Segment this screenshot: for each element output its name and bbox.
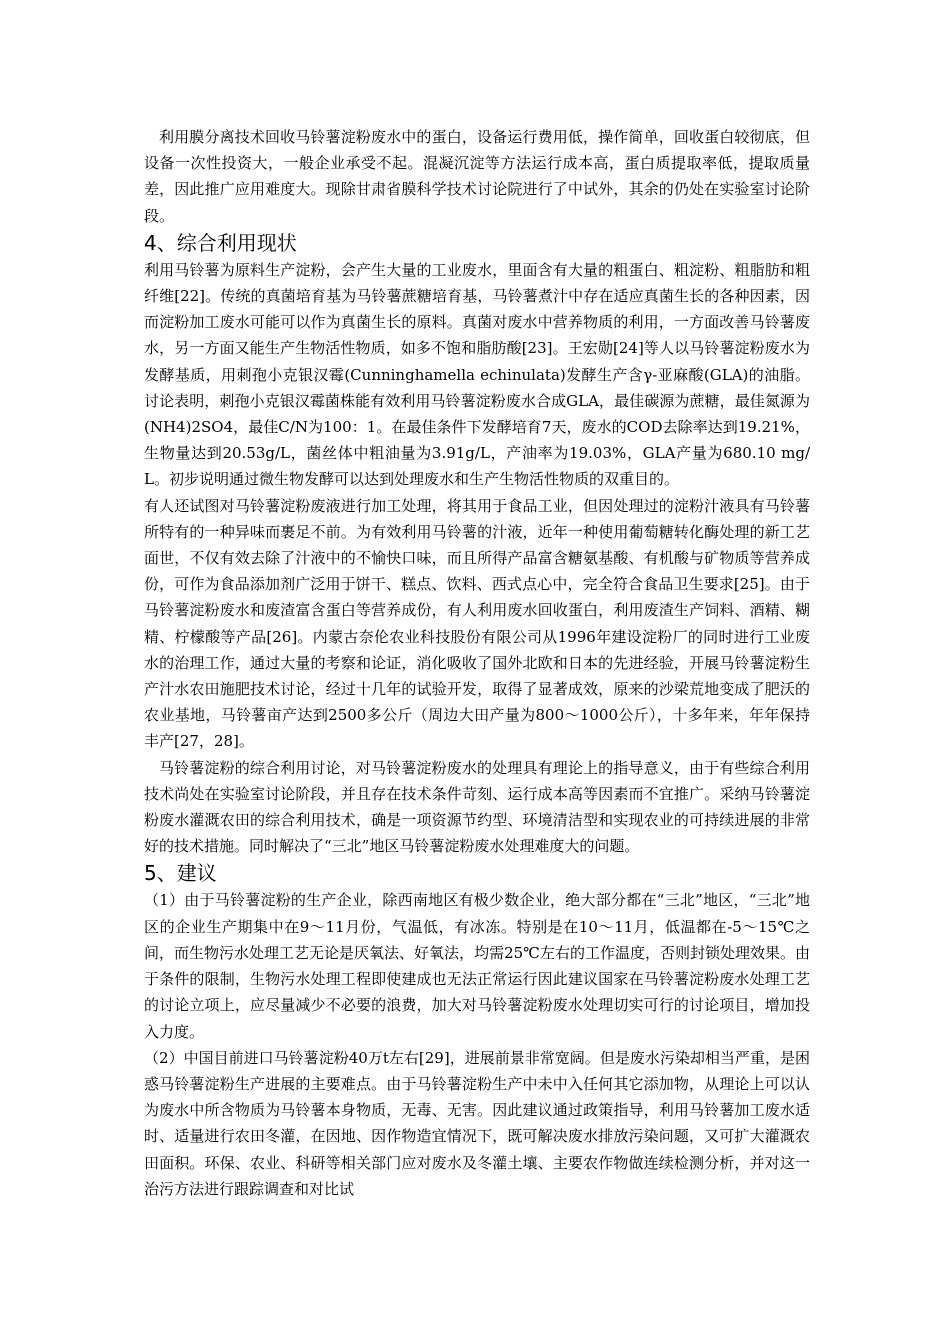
section-4-heading: 4、综合利用现状: [144, 230, 297, 255]
section-4-paragraph-3: 马铃薯淀粉的综合利用讨论，对马铃薯淀粉废水的处理具有理论上的指导意义，由于有些综合利用技术尚处在实验室讨论阶段，并且存在技术条件苛刻、运行成本高等因素而不宜推广。采纳马铃薯淀粉废水灌溉农田的综合利用技术，确是一项资源节约型、环境清洁型和实现农业的可持续进展的非常好的技术措施。同时解决了“三北”地区马铃薯淀粉废水处理难度大的问题。: [144, 758, 810, 856]
section-4-paragraph-1: 利用马铃薯为原料生产淀粉，会产生大量的工业废水，里面含有大量的粗蛋白、粗淀粉、粗脂肪和粗纤维[22]。传统的真菌培育基为马铃薯蔗糖培育基，马铃薯煮汁中存在适应真菌生长的各种因素，因而淀粉加工废水可能可以作为真菌生长的原料。真菌对废水中营养物质的利用，一方面改善马铃薯废水，另一方面又能生产生物活性物质，如多不饱和脂肪酸[23]。王宏勋[24]等人以马铃薯淀粉废水为发酵基质，用刺孢小克银汉霉(Cunninghamella echinulata)发酵生产含γ-亚麻酸(GLA)的油脂。讨论表明，刺孢小克银汉霉菌株能有效利用马铃薯淀粉废水合成GLA，最佳碳源为蔗糖，最佳氮源为(NH4)2SO4，最佳C/N为100：1。在最佳条件下发酵培育7天，废水的COD去除率达到19.21%，生物量达到20.53g/L，菌丝体中粗油量为3.91g/L，产油率为19.03%，GLA产量为680.10 mg/L。初步说明通过微生物发酵可以达到处理废水和生产生物活性物质的双重目的。: [144, 260, 810, 489]
section-5-paragraph-1: （1）由于马铃薯淀粉的生产企业，除西南地区有极少数企业，绝大部分都在“三北”地区，“三北”地区的企业生产期集中在9～11月份，气温低，有冰冻。特别是在10～11月，低温都在-5～15℃之间，而生物污水处理工艺无论是厌氧法、好氧法，均需25℃左右的工作温度，否则封锁处理效果。由于条件的限制，生物污水处理工程即使建成也无法正常运行因此建议国家在马铃薯淀粉废水处理工艺的讨论立项上，应尽量减少不必要的浪费，加大对马铃薯淀粉废水处理切实可行的讨论项目，增加投入力度。: [144, 891, 810, 1041]
intro-paragraph: 利用膜分离技术回收马铃薯淀粉废水中的蛋白，设备运行费用低，操作简单，回收蛋白较彻底，但设备一次性投资大，一般企业承受不起。混凝沉淀等方法运行成本高，蛋白质提取率低，提取质量差，因此推广应用难度大。现除甘肃省膜科学技术讨论院进行了中试外，其余的仍处在实验室讨论阶段。: [144, 128, 810, 225]
section-5-paragraph-2: （2）中国目前进口马铃薯淀粉40万t左右[29]，进展前景非常宽阔。但是废水污染却相当严重，是困惑马铃薯淀粉生产进展的主要难点。由于马铃薯淀粉生产中未中入任何其它添加物，从理论上可以认为废水中所含物质为马铃薯本身物质，无毒、无害。因此建议通过政策指导，利用马铃薯加工废水适时、适量进行农田冬灌，在因地、因作物造宜情况下，既可解决废水排放污染问题，又可扩大灌溉农田面积。环保、农业、科研等相关部门应对废水及冬灌土壤、主要农作物做连续检测分析，并对这一治污方法进行跟踪调查和对比试: [144, 1048, 810, 1198]
section-5-heading: 5、建议: [144, 861, 217, 886]
document-page: [144, 124, 810, 1202]
section-4-paragraph-2: 有人还试图对马铃薯淀粉废液进行加工处理，将其用于食品工业，但因处理过的淀粉汁液具有马铃薯所特有的一种异味而裹足不前。为有效利用马铃薯的汁液，近年一种使用葡萄糖转化酶处理的新工艺面世，不仅有效去除了汁液中的不愉快口味，而且所得产品富含糖氨基酸、有机酸与矿物质等营养成份，可作为食品添加剂广泛用于饼干、糕点、饮料、西式点心中，完全符合食品卫生要求[25]。由于马铃薯淀粉废水和废渣富含蛋白等营养成份，有人利用废水回收蛋白，利用废渣生产饲料、酒精、糊精、柠檬酸等产品[26]。内蒙古奈伦农业科技股份有限公司从1996年建设淀粉厂的同时进行工业废水的治理工作，通过大量的考察和论证，消化吸收了国外北欧和日本的先进经验，开展马铃薯淀粉生产汁水农田施肥技术讨论，经过十几年的试验开发，取得了显著成效，原来的沙梁荒地变成了肥沃的农业基地，马铃薯亩产达到2500多公斤（周边大田产量为800～1000公斤），十多年来，年年保持丰产[27，28]。: [144, 496, 810, 751]
